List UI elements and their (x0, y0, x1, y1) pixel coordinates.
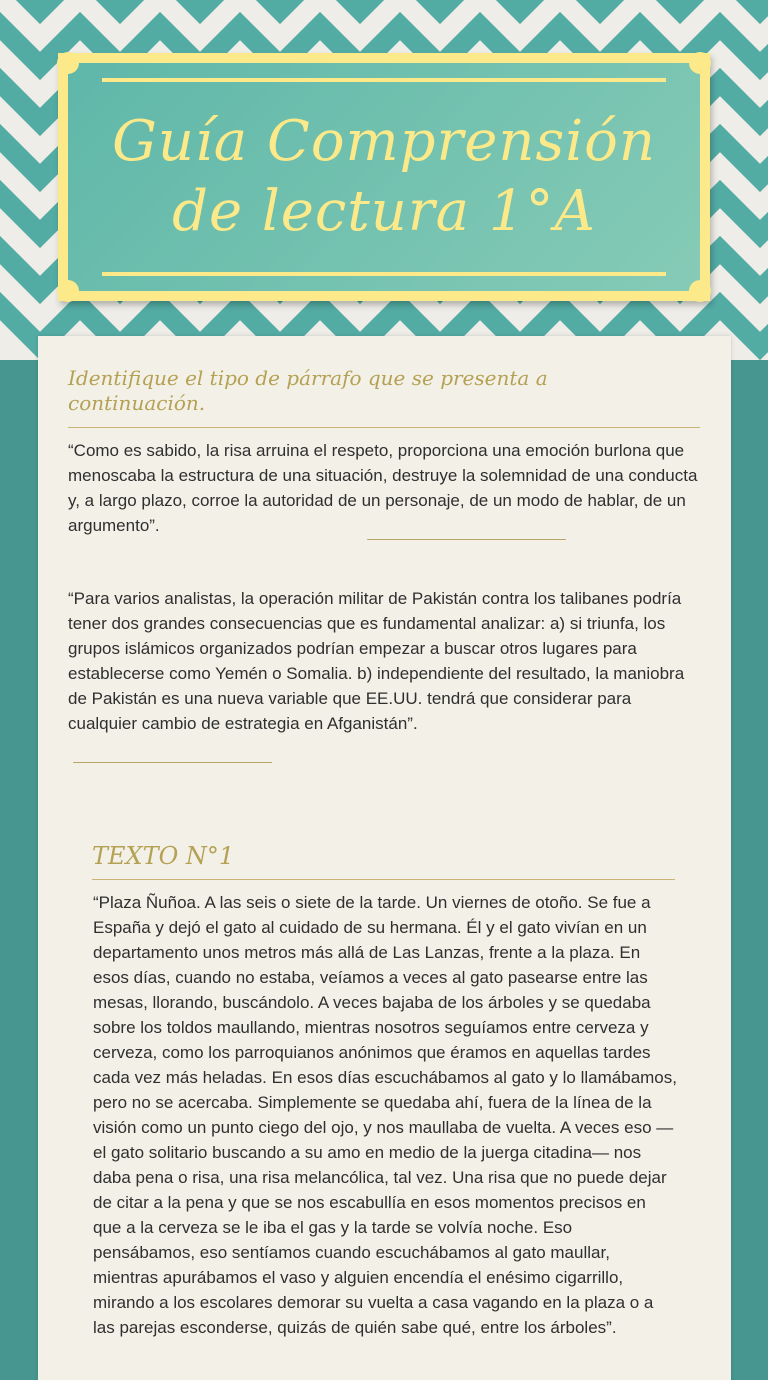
heading-divider (68, 427, 700, 428)
texto-divider (92, 879, 675, 880)
banner-corner-tl (57, 52, 79, 74)
title-line-1: Guía Comprensión (112, 109, 656, 174)
texto-body: “Plaza Ñuñoa. A las seis o siete de la tarde. Un viernes de otoño. Se fue a España y dejó el gato al cuidado de su hermana. Él y el gato vivían en un departamento unos metros más allá de Las Lanzas, frente a la plaza. En esos días, cuando no estaba, veíamos a veces al gato pasearse entre las mesas, llorando, buscándolo. A veces bajaba de los árboles y se quedaba sobre los toldos maullando, mientras nosotros seguíamos entre cerveza y cerveza, como los parroquianos anónimos que éramos en aquellas tardes cada vez más heladas. En esos días escuchábamos al gato y lo llamábamos, pero no se acercaba. Simplemente se quedaba ahí, fuera de la línea de la visión como un punto ciego del ojo, y nos maullaba de vuelta. A veces eso —el gato solitario buscando a su amo en medio de la juerga citadina— nos daba pena o risa, una risa melancólica, tal vez. Una risa que no puede dejar de citar a la pena y que se nos escabullía en esos momentos precisos en que a la cerveza se le iba el gas y la tarde se volvía noche. Eso pensábamos, eso sentíamos cuando escuchábamos al gato maullar, mientras apurábamos el vaso y alguien encendía el enésimo cigarrillo, mirando a los escolares demorar su vuelta a casa vagando en la plaza o a las parejas esconderse, quizás de quién sabe qué, entre los árboles”. (93, 893, 677, 1337)
answer-blank-1[interactable] (367, 539, 566, 540)
worksheet-paper (38, 336, 731, 1380)
banner-top-line (102, 78, 666, 82)
paragraph-2: “Para varios analistas, la operación militar de Pakistán contra los talibanes podría tener dos grandes consecuencias que es fundamental analizar: a) si triunfa, los grupos islámicos organizados podrían empezar a buscar otros lugares para establecerse como Yemén o Somalia. b) independiente del resultado, la maniobra de Pakistán es una nueva variable que EE.UU. tendrá que considerar para cualquier cambio de estrategia en Afganistán”. (68, 589, 685, 733)
banner-bottom-line (102, 272, 666, 276)
banner-corner-br (689, 280, 711, 302)
title-line-2: de lectura 1°A (172, 179, 596, 244)
title-banner (58, 53, 710, 301)
answer-blank-2[interactable] (73, 762, 272, 763)
texto-title: TEXTO N°1 (92, 842, 235, 870)
paragraph-1: “Como es sabido, la risa arruina el respeto, proporciona una emoción burlona que menoscaba la estructura de una situación, destruye la solemnidad de una conducta y, a largo plazo, corroe la autoridad de un personaje, de un modo de hablar, de un argumento”. (68, 441, 698, 535)
banner-corner-bl (57, 280, 79, 302)
instruction-heading: Identifique el tipo de párrafo que se presenta a continuación. (68, 366, 548, 415)
page-title (78, 107, 690, 247)
banner-corner-tr (689, 52, 711, 74)
